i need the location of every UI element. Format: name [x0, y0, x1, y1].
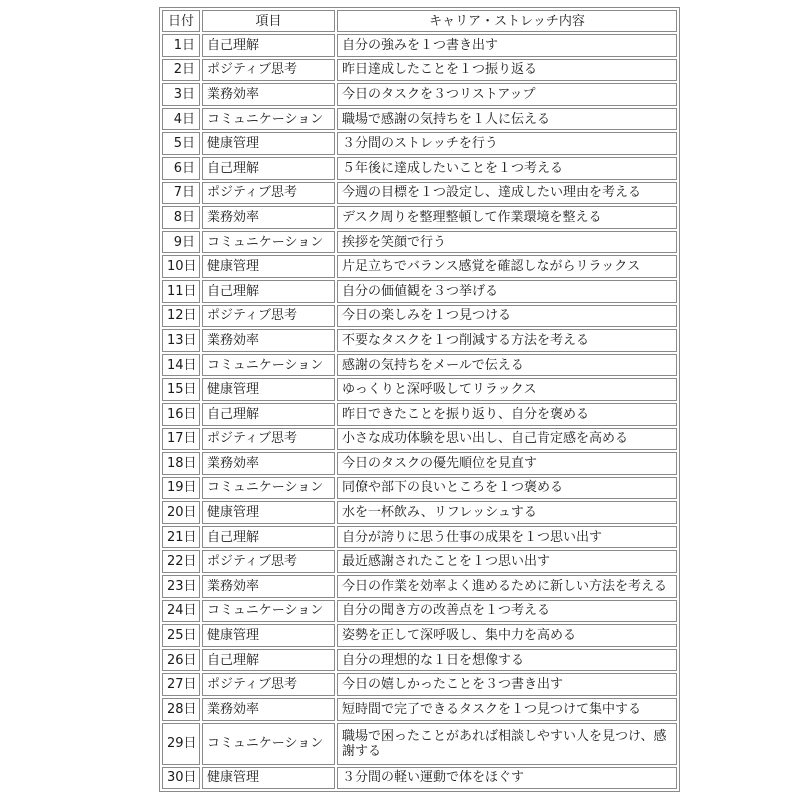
table-row	[162, 649, 677, 672]
content-cell: 今日の作業を効率よく進めるために新しい方法を考える	[337, 575, 677, 598]
content-cell: ３分間の軽い運動で体をほぐす	[337, 767, 677, 790]
day-cell: 24日	[162, 600, 200, 623]
table-row	[162, 550, 677, 573]
content-cell: 感謝の気持ちをメールで伝える	[337, 354, 677, 377]
content-cell: 今日の楽しみを１つ見つける	[337, 305, 677, 328]
content-cell: 自分の価値観を３つ挙げる	[337, 280, 677, 303]
day-cell: 18日	[162, 452, 200, 475]
day-cell: 1日	[162, 34, 200, 57]
day-cell: 8日	[162, 206, 200, 229]
content-cell: 今日の嬉しかったことを３つ書き出す	[337, 673, 677, 696]
table-row	[162, 108, 677, 131]
content-cell: 今日のタスクの優先順位を見直す	[337, 452, 677, 475]
table-row	[162, 428, 677, 451]
category-cell: 業務効率	[202, 83, 335, 106]
content-cell: 自分の聞き方の改善点を１つ考える	[337, 600, 677, 623]
content-cell: 自分の強みを１つ書き出す	[337, 34, 677, 57]
day-cell: 21日	[162, 526, 200, 549]
day-cell: 15日	[162, 378, 200, 401]
content-cell: 今週の目標を１つ設定し、達成したい理由を考える	[337, 182, 677, 205]
day-cell: 20日	[162, 501, 200, 524]
table-row	[162, 132, 677, 155]
table-row	[162, 305, 677, 328]
content-cell: 姿勢を正して深呼吸し、集中力を高める	[337, 624, 677, 647]
category-cell: 業務効率	[202, 206, 335, 229]
table-row	[162, 767, 677, 790]
content-cell: 自分の理想的な１日を想像する	[337, 649, 677, 672]
day-cell: 5日	[162, 132, 200, 155]
content-cell: デスク周りを整理整頓して作業環境を整える	[337, 206, 677, 229]
day-cell: 13日	[162, 329, 200, 352]
day-cell: 27日	[162, 673, 200, 696]
content-cell: 挨拶を笑顔で行う	[337, 231, 677, 254]
content-cell: 今日のタスクを３つリストアップ	[337, 83, 677, 106]
day-cell: 19日	[162, 477, 200, 500]
content-cell: ゆっくりと深呼吸してリラックス	[337, 378, 677, 401]
category-cell: ポジティブ思考	[202, 59, 335, 82]
table-row	[162, 673, 677, 696]
table-row	[162, 157, 677, 180]
content-cell: 職場で感謝の気持ちを１人に伝える	[337, 108, 677, 131]
day-cell: 2日	[162, 59, 200, 82]
category-cell: 健康管理	[202, 501, 335, 524]
category-cell: ポジティブ思考	[202, 428, 335, 451]
category-cell: 自己理解	[202, 157, 335, 180]
table-header-row	[162, 10, 677, 32]
category-cell: 自己理解	[202, 280, 335, 303]
content-cell: 職場で困ったことがあれば相談しやすい人を見つけ、感謝する	[337, 723, 677, 765]
content-cell: 短時間で完了できるタスクを１つ見つけて集中する	[337, 698, 677, 721]
day-cell: 10日	[162, 255, 200, 278]
table-row	[162, 501, 677, 524]
day-cell: 30日	[162, 767, 200, 790]
category-cell: 業務効率	[202, 575, 335, 598]
content-cell: ３分間のストレッチを行う	[337, 132, 677, 155]
content-cell: 自分が誇りに思う仕事の成果を１つ思い出す	[337, 526, 677, 549]
category-cell: ポジティブ思考	[202, 305, 335, 328]
day-cell: 25日	[162, 624, 200, 647]
table-row	[162, 624, 677, 647]
category-cell: コミュニケーション	[202, 108, 335, 131]
table-row	[162, 255, 677, 278]
category-cell: ポジティブ思考	[202, 550, 335, 573]
table-row	[162, 231, 677, 254]
content-cell: 最近感謝されたことを１つ思い出す	[337, 550, 677, 573]
day-cell: 28日	[162, 698, 200, 721]
table-body	[162, 34, 677, 789]
content-cell: 昨日達成したことを１つ振り返る	[337, 59, 677, 82]
day-cell: 6日	[162, 157, 200, 180]
table-row	[162, 182, 677, 205]
career-stretch-table	[159, 7, 680, 792]
day-cell: 11日	[162, 280, 200, 303]
table-row	[162, 477, 677, 500]
table-row	[162, 354, 677, 377]
category-cell: 自己理解	[202, 526, 335, 549]
table-row	[162, 575, 677, 598]
content-cell: 水を一杯飲み、リフレッシュする	[337, 501, 677, 524]
content-cell: 同僚や部下の良いところを１つ褒める	[337, 477, 677, 500]
header-category: 項目	[202, 10, 335, 32]
content-cell: 昨日できたことを振り返り、自分を褒める	[337, 403, 677, 426]
category-cell: 健康管理	[202, 378, 335, 401]
table-row	[162, 452, 677, 475]
category-cell: コミュニケーション	[202, 231, 335, 254]
category-cell: 自己理解	[202, 403, 335, 426]
day-cell: 14日	[162, 354, 200, 377]
table-row	[162, 723, 677, 765]
table-row	[162, 526, 677, 549]
category-cell: コミュニケーション	[202, 723, 335, 765]
day-cell: 9日	[162, 231, 200, 254]
category-cell: 業務効率	[202, 452, 335, 475]
table-row	[162, 280, 677, 303]
day-cell: 22日	[162, 550, 200, 573]
category-cell: 健康管理	[202, 624, 335, 647]
content-cell: 片足立ちでバランス感覚を確認しながらリラックス	[337, 255, 677, 278]
day-cell: 23日	[162, 575, 200, 598]
table-row	[162, 600, 677, 623]
category-cell: ポジティブ思考	[202, 182, 335, 205]
table-row	[162, 83, 677, 106]
table-row	[162, 698, 677, 721]
content-cell: ５年後に達成したいことを１つ考える	[337, 157, 677, 180]
category-cell: 自己理解	[202, 34, 335, 57]
category-cell: コミュニケーション	[202, 600, 335, 623]
category-cell: 業務効率	[202, 698, 335, 721]
day-cell: 4日	[162, 108, 200, 131]
table-row	[162, 206, 677, 229]
table-row	[162, 403, 677, 426]
day-cell: 26日	[162, 649, 200, 672]
category-cell: 健康管理	[202, 255, 335, 278]
content-cell: 不要なタスクを１つ削減する方法を考える	[337, 329, 677, 352]
category-cell: 業務効率	[202, 329, 335, 352]
category-cell: 健康管理	[202, 767, 335, 790]
day-cell: 16日	[162, 403, 200, 426]
category-cell: 健康管理	[202, 132, 335, 155]
day-cell: 3日	[162, 83, 200, 106]
table-row	[162, 34, 677, 57]
table-row	[162, 59, 677, 82]
day-cell: 7日	[162, 182, 200, 205]
day-cell: 17日	[162, 428, 200, 451]
category-cell: 自己理解	[202, 649, 335, 672]
table-row	[162, 329, 677, 352]
category-cell: コミュニケーション	[202, 477, 335, 500]
day-cell: 12日	[162, 305, 200, 328]
table-row	[162, 378, 677, 401]
day-cell: 29日	[162, 723, 200, 765]
category-cell: コミュニケーション	[202, 354, 335, 377]
header-content: キャリア・ストレッチ内容	[337, 10, 677, 32]
content-cell: 小さな成功体験を思い出し、自己肯定感を高める	[337, 428, 677, 451]
category-cell: ポジティブ思考	[202, 673, 335, 696]
header-date: 日付	[162, 10, 200, 32]
career-stretch-sheet	[159, 7, 680, 792]
